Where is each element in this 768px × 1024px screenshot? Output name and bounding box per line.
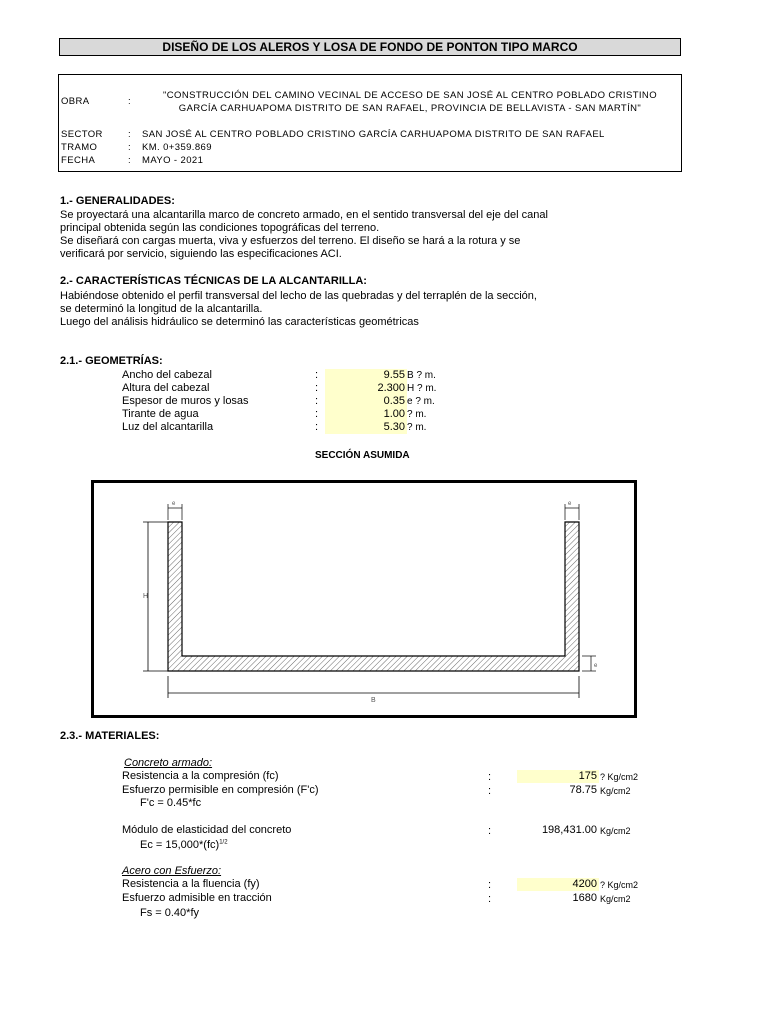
Ec-colon: : xyxy=(488,825,492,837)
geom-label-tirante: Tirante de agua xyxy=(122,408,199,420)
Ec-formula-exponent: 1/2 xyxy=(219,839,228,846)
label-e-right: e xyxy=(568,501,572,507)
fy-colon: : xyxy=(488,879,492,891)
materiales-heading: 2.3.- MATERIALES: xyxy=(60,730,160,742)
fy-unit: ? Kg/cm2 xyxy=(600,880,639,890)
geom-value-espesor[interactable]: 0.35 xyxy=(325,395,407,408)
label-e-bottom: e xyxy=(594,663,598,669)
Ec-value: 198,431.00 xyxy=(541,824,597,836)
acero-title: Acero con Esfuerzo: xyxy=(122,865,222,877)
geom-unit-altura: H ? m. xyxy=(407,383,437,394)
culvert-u-section xyxy=(168,522,579,671)
obra-line-1: "CONSTRUCCIÓN DEL CAMINO VECINAL DE ACCESO DE SAN JOSÉ AL CENTRO POBLADO CRISTINO xyxy=(163,90,657,101)
Fc-colon: : xyxy=(488,785,492,797)
fs-unit: Kg/cm2 xyxy=(600,894,631,904)
tramo-colon: : xyxy=(128,142,132,153)
geom-unit-ancho: B ? m. xyxy=(407,370,436,381)
tramo-label: TRAMO xyxy=(61,142,98,153)
fy-label: Resistencia a la fluencia (fy) xyxy=(122,878,260,890)
fecha-label: FECHA xyxy=(61,155,96,166)
fs-colon: : xyxy=(488,893,492,905)
caracteristicas-line-3: Luego del análisis hidráulico se determinó las características geométricas xyxy=(60,316,419,328)
geom-colon-altura: : xyxy=(315,382,319,394)
geom-colon-luz: : xyxy=(315,421,319,433)
generalidades-heading: 1.- GENERALIDADES: xyxy=(60,195,175,207)
Fc-label: Esfuerzo permisible en compresión (F'c) xyxy=(122,784,319,796)
fc-unit: ? Kg/cm2 xyxy=(600,772,639,782)
Ec-formula-text: Ec = 15,000*(fc) xyxy=(140,839,220,851)
Fc-value: 78.75 xyxy=(569,784,597,796)
fecha-value: MAYO - 2021 xyxy=(142,155,204,166)
sector-label: SECTOR xyxy=(61,129,103,140)
label-e-left: e xyxy=(172,501,176,507)
geom-label-ancho: Ancho del cabezal xyxy=(122,369,212,381)
geom-value-ancho[interactable]: 9.55 xyxy=(325,369,407,382)
fs-label: Esfuerzo admisible en tracción xyxy=(122,892,272,904)
geom-label-altura: Altura del cabezal xyxy=(122,382,210,394)
geom-unit-espesor: e ? m. xyxy=(407,396,435,407)
caracteristicas-line-1: Habiéndose obtenido el perfil transversal del lecho de las quebradas y del terraplén de la sección, xyxy=(60,290,537,302)
section-drawing xyxy=(91,480,637,718)
generalidades-line-2: principal obtenida según las condiciones topográficas del terreno. xyxy=(60,222,380,234)
geom-label-luz: Luz del alcantarilla xyxy=(122,421,214,433)
document-title: DISEÑO DE LOS ALEROS Y LOSA DE FONDO DE PONTON TIPO MARCO xyxy=(59,38,681,56)
Ec-label: Módulo de elasticidad del concreto xyxy=(122,824,292,836)
geom-unit-tirante: ? m. xyxy=(407,409,427,420)
seccion-asumida-title: SECCIÓN ASUMIDA xyxy=(315,450,410,461)
obra-colon: : xyxy=(128,96,132,107)
geom-colon-espesor: : xyxy=(315,395,319,407)
tramo-value: KM. 0+359.869 xyxy=(142,142,212,153)
fc-value[interactable]: 175 xyxy=(517,770,599,783)
caracteristicas-line-2: se determinó la longitud de la alcantarilla. xyxy=(60,303,263,315)
geom-value-altura[interactable]: 2.300 xyxy=(325,382,407,395)
geom-value-luz[interactable]: 5.30 xyxy=(325,421,407,434)
Fc-unit: Kg/cm2 xyxy=(600,786,631,796)
dimension-b-line xyxy=(168,676,579,698)
geom-colon-tirante: : xyxy=(315,408,319,420)
obra-label: OBRA xyxy=(61,96,90,107)
generalidades-line-3: Se diseñará con cargas muerta, viva y esfuerzos del terreno. El diseño se hará a la rotura y se xyxy=(60,235,521,247)
label-h: H xyxy=(143,593,149,600)
Ec-unit: Kg/cm2 xyxy=(600,826,631,836)
geom-colon-ancho: : xyxy=(315,369,319,381)
fc-label: Resistencia a la compresión (fc) xyxy=(122,770,279,782)
fy-value[interactable]: 4200 xyxy=(517,878,599,891)
sector-colon: : xyxy=(128,129,132,140)
label-b: B xyxy=(371,697,376,704)
fecha-colon: : xyxy=(128,155,132,166)
fs-formula: Fs = 0.40*fy xyxy=(140,907,200,919)
geom-value-tirante[interactable]: 1.00 xyxy=(325,408,407,421)
obra-line-2: GARCÍA CARHUAPOMA DISTRITO DE SAN RAFAEL, PROVINCIA DE BELLAVISTA - SAN MARTÍN" xyxy=(178,103,642,114)
generalidades-line-1: Se proyectará una alcantarilla marco de concreto armado, en el sentido transversal del eje del canal xyxy=(60,209,548,221)
geom-unit-luz: ? m. xyxy=(407,422,427,433)
fs-value: 1680 xyxy=(572,892,597,904)
caracteristicas-heading: 2.- CARACTERÍSTICAS TÉCNICAS DE LA ALCANTARILLA: xyxy=(60,275,367,287)
sector-value: SAN JOSÉ AL CENTRO POBLADO CRISTINO GARCÍA CARHUAPOMA DISTRITO DE SAN RAFAEL xyxy=(142,129,605,140)
obra-value xyxy=(150,89,670,115)
concreto-title: Concreto armado: xyxy=(124,757,213,769)
Ec-formula xyxy=(140,839,228,851)
Fc-formula: F'c = 0.45*fc xyxy=(140,797,202,809)
fc-colon: : xyxy=(488,771,492,783)
generalidades-line-4: verificará por servicio, siguiendo las especificaciones ACI. xyxy=(60,248,342,260)
geometrias-heading: 2.1.- GEOMETRÍAS: xyxy=(60,355,163,367)
geom-label-espesor: Espesor de muros y losas xyxy=(122,395,249,407)
